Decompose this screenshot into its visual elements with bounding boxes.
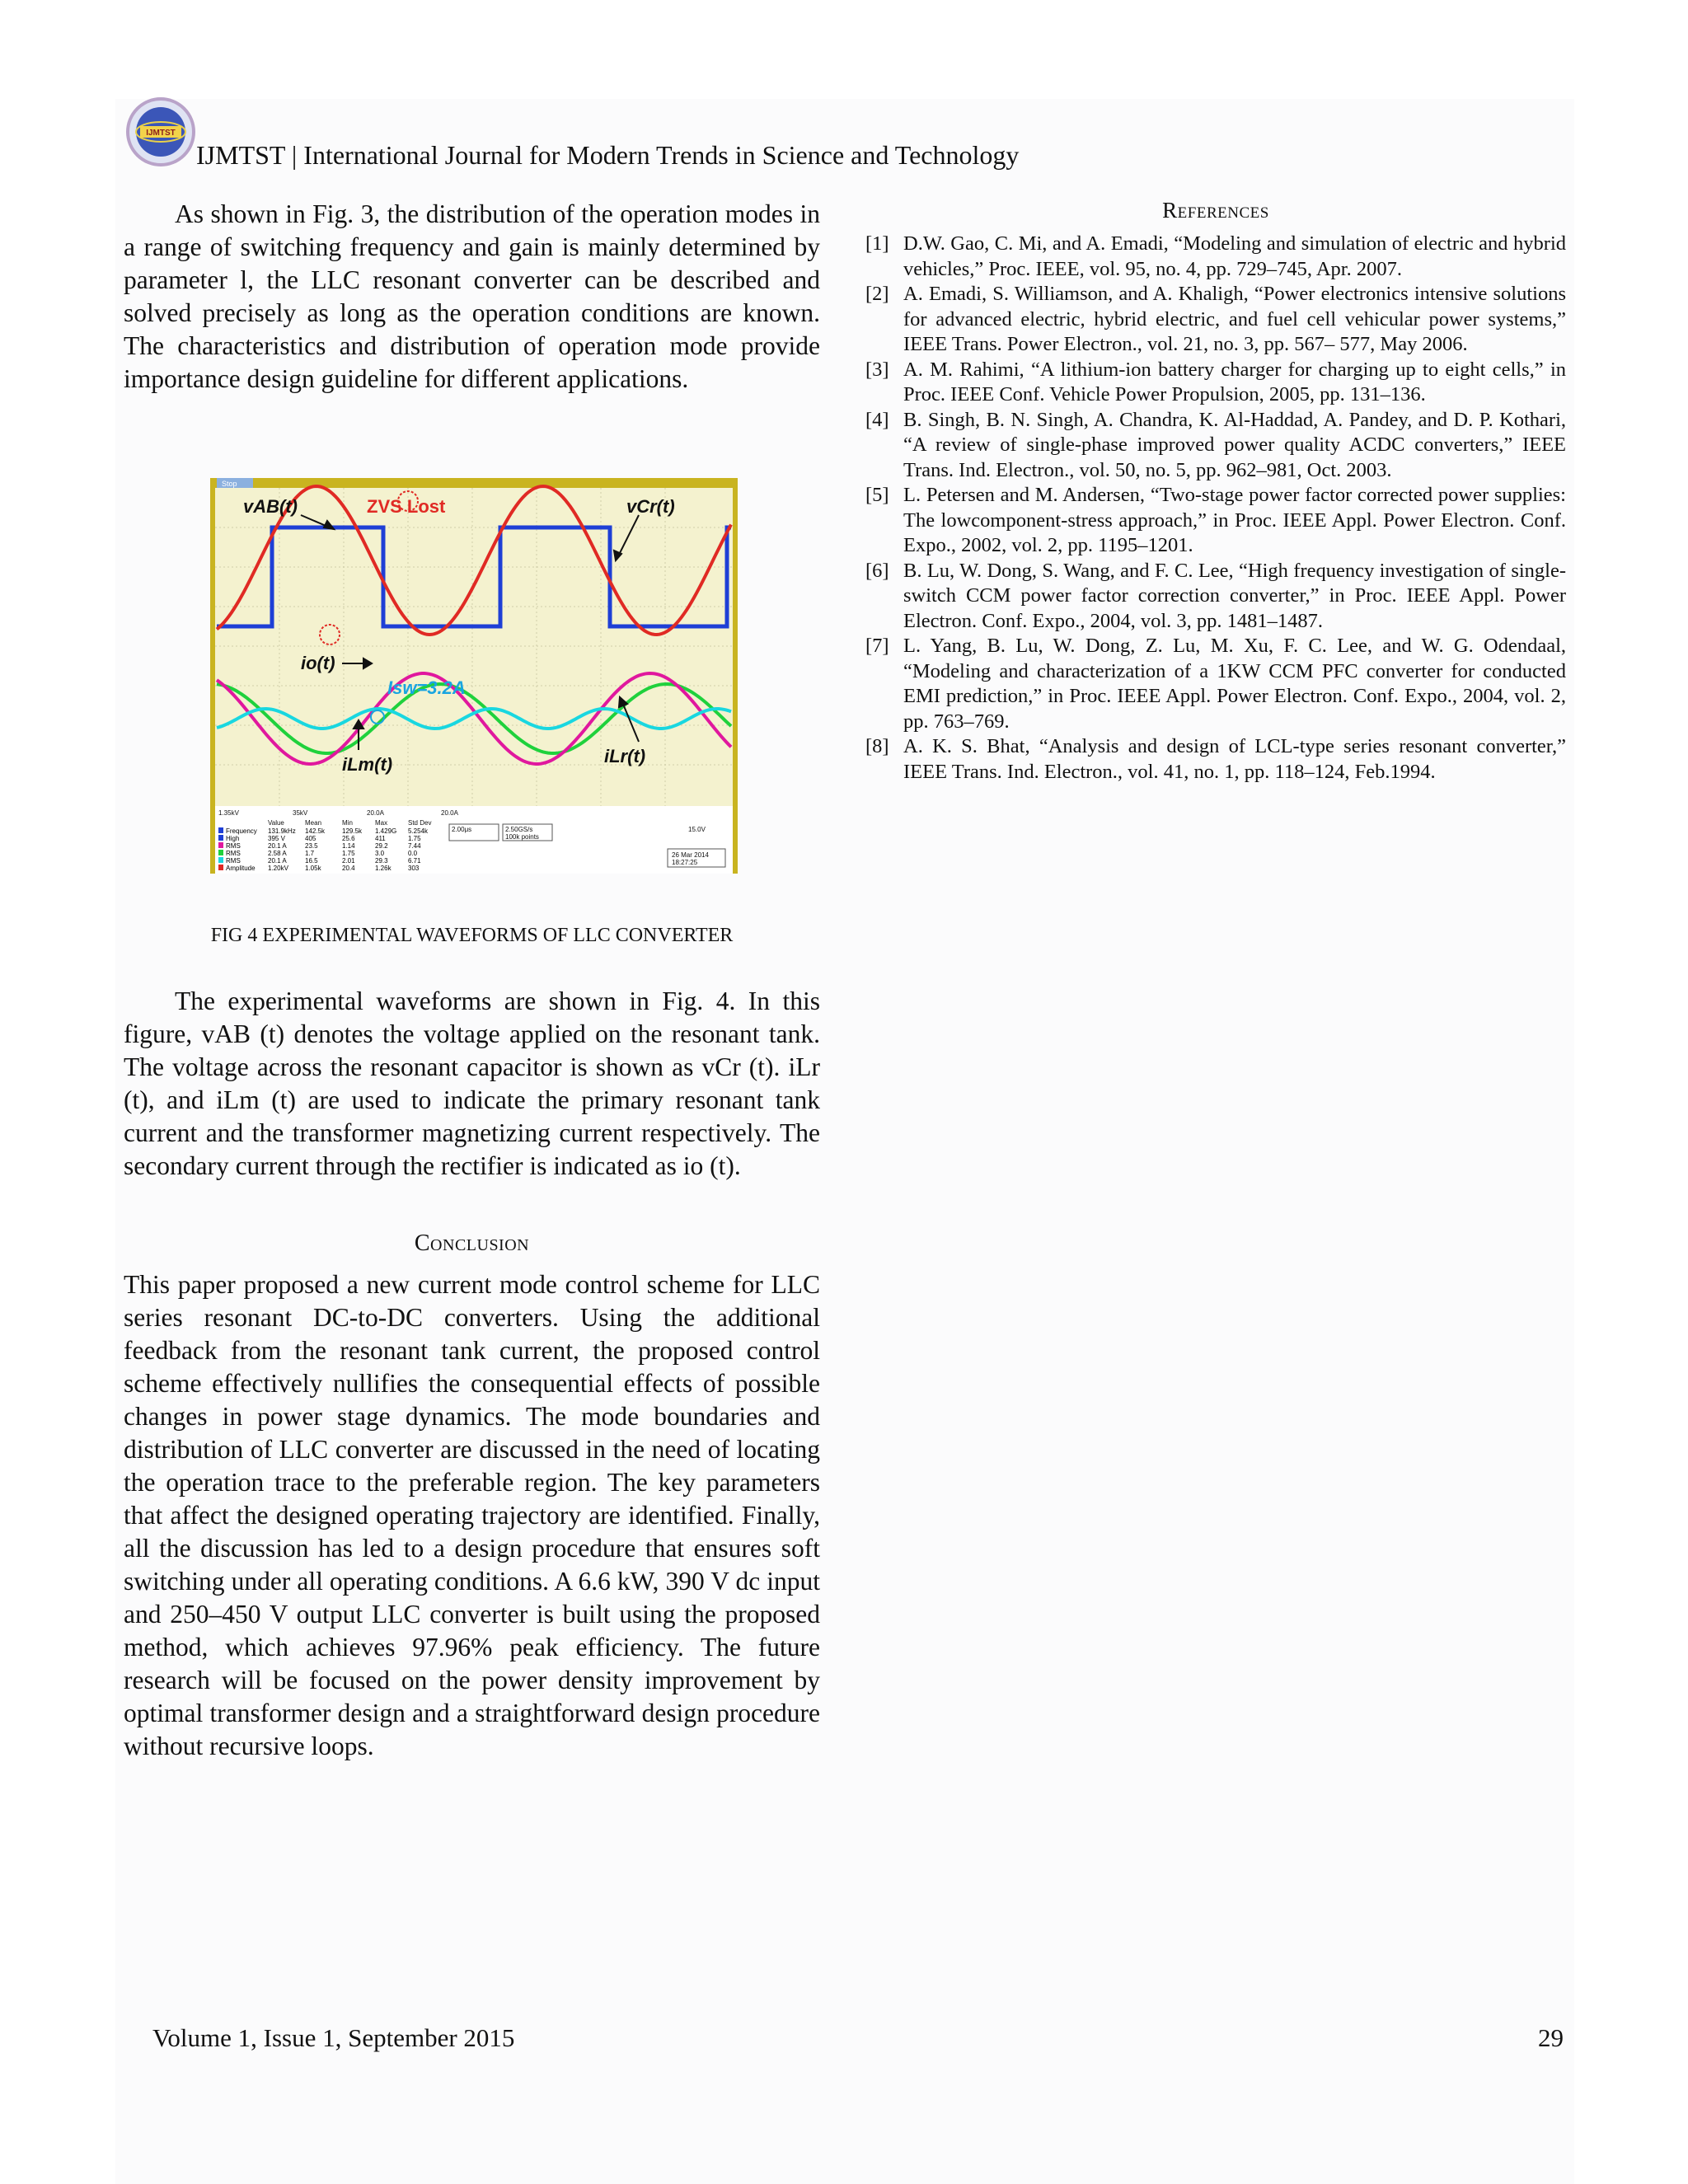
reference-text: A. K. S. Bhat, “Analysis and design of LCL-type series resonant converter,” IEEE Trans. Ind. Electron., vol. 41, no. 1, pp. 118–124, Feb.1994. bbox=[903, 735, 1566, 783]
reference-number: [5] bbox=[865, 484, 889, 506]
references-heading: References bbox=[1162, 198, 1269, 223]
label-zvs-lost: ZVS Lost bbox=[367, 496, 446, 517]
meas-header-value: Value bbox=[268, 819, 284, 827]
meas-row-value: 20.4 bbox=[342, 865, 355, 872]
meas-row-value: 1.20kV bbox=[268, 865, 288, 872]
reference-text: D.W. Gao, C. Mi, and A. Emadi, “Modeling and simulation of electric and hybrid vehicles,” Proc. IEEE, vol. 95, no. 4, pp. 729–745, Apr. 2007. bbox=[903, 232, 1566, 280]
reference-item bbox=[865, 232, 1566, 282]
label-vab: vAB(t) bbox=[243, 496, 298, 517]
journal-logo-icon bbox=[124, 95, 198, 169]
meas-row-value: 1.75 bbox=[342, 850, 355, 857]
meas-row-swatch bbox=[218, 865, 223, 870]
meas-row-swatch bbox=[218, 857, 223, 863]
left-column bbox=[124, 198, 820, 396]
meas-row-value: 20.1 A bbox=[268, 842, 287, 850]
meas-header-stddev: Std Dev bbox=[408, 819, 432, 827]
ch3-scale: 20.0A bbox=[367, 809, 384, 817]
reference-number: [1] bbox=[865, 232, 889, 255]
reference-item bbox=[865, 483, 1566, 559]
meas-row-value: 1.05k bbox=[305, 865, 321, 872]
label-isw: Isw=3.2A bbox=[387, 677, 466, 698]
reference-number: [4] bbox=[865, 408, 889, 431]
reference-text: B. Singh, B. N. Singh, A. Chandra, K. Al-Haddad, A. Pandey, and D. P. Kothari, “A review of single-phase improved power quality ACDC converters,” IEEE Trans. Ind. Electron., vol. 50, no. 5, pp. 962–981, Oct. 2003. bbox=[903, 408, 1566, 481]
reference-text: L. Yang, B. Lu, W. Dong, Z. Lu, M. Xu, F. C. Lee, and W. G. Odendaal, “Modeling and characterization of a 1KW CCM PFC converter for conducted EMI prediction,” in Proc. IEEE Appl. Power Electron. Conf. Expo., 2004, vol. 2, pp. 763–769. bbox=[903, 635, 1566, 733]
capture-time: 18:27:25 bbox=[672, 859, 698, 866]
meas-row-value: 1.26k bbox=[375, 865, 392, 872]
meas-row-value: 25.6 bbox=[342, 835, 355, 842]
meas-row-value: 1.429G bbox=[375, 827, 397, 835]
conclusion-heading: Conclusion bbox=[414, 1230, 530, 1256]
meas-row-name: RMS bbox=[226, 850, 241, 857]
reference-item bbox=[865, 559, 1566, 635]
meas-row-name: RMS bbox=[226, 857, 241, 865]
paragraph-conclusion: This paper proposed a new current mode control scheme for LLC series resonant DC-to-DC converters. Using the additional feedback from the resonant tank current, the proposed control scheme effectively nullifies the consequential effects of possible changes in power stage dynamics. The mode boundaries and distribution of LLC converter are discussed in the need of locating the operation trace to the preferable region. The key parameters that affect the designed operating trajectory are identified. Finally, all the discussion has led to a design procedure that ensures soft switching under all operating conditions. A 6.6 kW, 390 V dc input and 250–450 V output LLC converter is built using the proposed method, which achieves 97.96% peak efficiency. The future research will be focused on the power density improvement by optimal transformer design and a straightforward design procedure without recursive loops. bbox=[124, 1270, 820, 1760]
reference-item bbox=[865, 634, 1566, 734]
meas-row-value: 1.7 bbox=[305, 850, 315, 857]
meas-row-value: 7.44 bbox=[408, 842, 421, 850]
paragraph-experimental-waveforms: The experimental waveforms are shown in Fig. 4. In this figure, vAB (t) denotes the voltage applied on the resonant tank. The voltage across the resonant capacitor is shown as vCr (t). iLr (t), and iLm (t) are used to indicate the primary resonant tank current and the transformer magnetizing current respectively. The secondary current through the rectifier is indicated as io (t). bbox=[124, 987, 820, 1180]
meas-row-value: 129.5k bbox=[342, 827, 363, 835]
journal-header bbox=[124, 95, 1113, 177]
label-vcr: vCr(t) bbox=[626, 496, 675, 517]
meas-row-value: 131.9kHz bbox=[268, 827, 296, 835]
meas-row-value: 20.1 A bbox=[268, 857, 287, 865]
meas-row-value: 303 bbox=[408, 865, 420, 872]
reference-number: [6] bbox=[865, 559, 889, 582]
reference-text: B. Lu, W. Dong, S. Wang, and F. C. Lee, “High frequency investigation of single-switch CCM power factor correction converter,” in Proc. IEEE Appl. Power Electron. Conf. Expo., 2004, vol. 3, pp. 1481–1487. bbox=[903, 559, 1566, 632]
meas-row-value: 142.5k bbox=[305, 827, 326, 835]
reference-item bbox=[865, 408, 1566, 484]
meas-row-value: 405 bbox=[305, 835, 316, 842]
left-column-lower bbox=[124, 985, 820, 1763]
reference-item bbox=[865, 734, 1566, 785]
figure-experimental-waveforms bbox=[210, 478, 738, 874]
label-ilm: iLm(t) bbox=[342, 754, 393, 775]
meas-header-mean: Mean bbox=[305, 819, 322, 827]
reference-number: [8] bbox=[865, 735, 889, 757]
reference-list bbox=[865, 232, 1566, 785]
label-io: io(t) bbox=[301, 653, 335, 673]
ch1-scale: 1.35kV bbox=[218, 809, 239, 817]
record-points: 100k points bbox=[505, 833, 539, 841]
meas-row-value: 16.5 bbox=[305, 857, 318, 865]
references-section bbox=[865, 198, 1566, 785]
meas-row-name: RMS bbox=[226, 842, 241, 850]
reference-item bbox=[865, 282, 1566, 358]
meas-row-value: 5.254k bbox=[408, 827, 429, 835]
meas-row-value: 2.01 bbox=[342, 857, 355, 865]
figure-caption: FIG 4 EXPERIMENTAL WAVEFORMS OF LLC CONVERTER bbox=[210, 925, 734, 946]
logo-text: IJMTST bbox=[146, 129, 176, 138]
meas-row-value: 23.5 bbox=[305, 842, 318, 850]
ch2-scale: 35kV bbox=[293, 809, 308, 817]
meas-row-swatch bbox=[218, 850, 223, 855]
meas-row-name: Amplitude bbox=[226, 865, 256, 872]
footer-volume: Volume 1, Issue 1, September 2015 bbox=[152, 2023, 515, 2052]
scope-stop-label: Stop bbox=[222, 480, 237, 488]
meas-header-max: Max bbox=[375, 819, 388, 827]
meas-row-value: 1.75 bbox=[408, 835, 421, 842]
meas-row-value: 1.14 bbox=[342, 842, 355, 850]
reference-text: L. Petersen and M. Andersen, “Two-stage power factor corrected power supplies: The lowcomponent-stress approach,” in Proc. IEEE Appl. Power Electron. Conf. Expo., 2002, vol. 2, pp. 1195–1201. bbox=[903, 484, 1566, 556]
meas-row-name: High bbox=[226, 835, 240, 842]
meas-row-value: 411 bbox=[375, 835, 386, 842]
meas-row-value: 3.0 bbox=[375, 850, 385, 857]
meas-row-name: Frequency bbox=[226, 827, 257, 835]
meas-row-swatch bbox=[218, 842, 223, 848]
meas-row-value: 29.3 bbox=[375, 857, 388, 865]
meas-row-swatch bbox=[218, 835, 223, 841]
capture-date: 26 Mar 2014 bbox=[672, 851, 709, 859]
meas-row-value: 29.2 bbox=[375, 842, 388, 850]
oscilloscope-screenshot bbox=[210, 478, 738, 874]
reference-text: A. Emadi, S. Williamson, and A. Khaligh, “Power electronics intensive solutions for advanced electric, hybrid electric, and fuel cell vehicular power systems,” IEEE Trans. Power Electron., vol. 21, no. 3, pp. 567– 577, May 2006. bbox=[903, 283, 1566, 355]
ch4-scale: 20.0A bbox=[441, 809, 458, 817]
reference-number: [2] bbox=[865, 283, 889, 305]
meas-row-swatch bbox=[218, 827, 223, 833]
label-ilr: iLr(t) bbox=[604, 746, 646, 766]
meas-row-value: 2.58 A bbox=[268, 850, 287, 857]
reference-text: A. M. Rahimi, “A lithium-ion battery charger for charging up to eight cells,” in Proc. IEEE Conf. Vehicle Power Propulsion, 2005, pp. 131–136. bbox=[903, 358, 1566, 405]
journal-title: IJMTST | International Journal for Modern Trends in Science and Technology bbox=[196, 140, 1020, 170]
trigger-level: 15.0V bbox=[688, 826, 706, 833]
meas-row-value: 6.71 bbox=[408, 857, 421, 865]
paragraph-operation-modes: As shown in Fig. 3, the distribution of the operation modes in a range of switching frequency and gain is mainly determined by parameter l, the LLC resonant converter can be described and solved precisely as long as the operation conditions are known. The characteristics and distribution of operation mode provide importance design guideline for different applications. bbox=[124, 199, 820, 393]
meas-header-min: Min bbox=[342, 819, 353, 827]
page-number: 29 bbox=[1538, 2023, 1564, 2052]
reference-number: [3] bbox=[865, 358, 889, 381]
meas-row-value: 0.0 bbox=[408, 850, 418, 857]
reference-item bbox=[865, 358, 1566, 408]
meas-row-value: 395 V bbox=[268, 835, 285, 842]
timebase: 2.00μs bbox=[452, 826, 472, 833]
reference-number: [7] bbox=[865, 635, 889, 657]
sample-rate: 2.50GS/s bbox=[505, 826, 533, 833]
